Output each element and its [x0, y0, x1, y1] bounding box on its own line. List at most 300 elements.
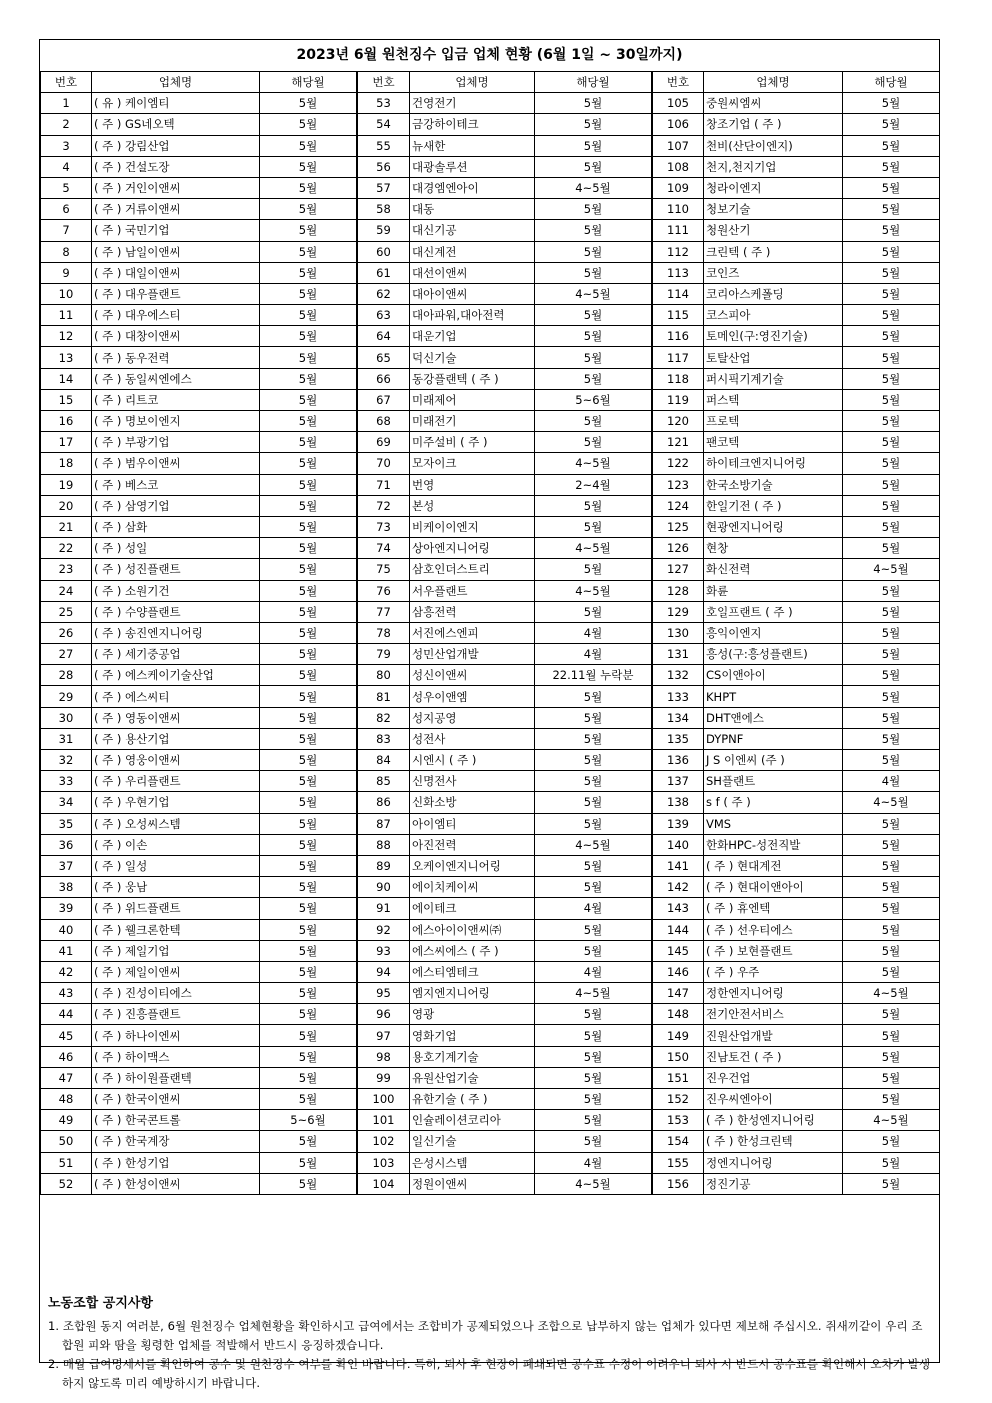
applicable-month: 5월 [260, 940, 357, 961]
applicable-month: 5월 [843, 220, 940, 241]
table-row [41, 665, 357, 686]
row-number: 96 [358, 1004, 410, 1025]
company-name: 진우씨엔아이 [704, 1089, 843, 1110]
company-name: 진우건업 [704, 1067, 843, 1088]
company-name: ( 주 ) 현대이앤아이 [704, 877, 843, 898]
applicable-month: 5월 [535, 707, 652, 728]
company-name: 엠지엔지니어링 [410, 983, 535, 1004]
row-number: 83 [358, 728, 410, 749]
company-name: ( 주 ) 에스씨티 [92, 686, 260, 707]
table-row [41, 241, 357, 262]
row-number: 28 [41, 665, 92, 686]
company-name: 대경엠엔아이 [410, 177, 535, 198]
row-number: 70 [358, 453, 410, 474]
table-row [653, 1067, 940, 1088]
table-row [653, 114, 940, 135]
company-name: 유원산업기술 [410, 1067, 535, 1088]
row-number: 29 [41, 686, 92, 707]
row-number: 112 [653, 241, 704, 262]
row-number: 95 [358, 983, 410, 1004]
row-number: 42 [41, 961, 92, 982]
company-name: 성우이앤엠 [410, 686, 535, 707]
company-name: ( 주 ) 범우이앤씨 [92, 453, 260, 474]
header-month: 해당월 [260, 72, 357, 93]
company-name: ( 주 ) 오성씨스템 [92, 813, 260, 834]
applicable-month: 5월 [260, 135, 357, 156]
company-name: 은성시스템 [410, 1152, 535, 1173]
row-number: 116 [653, 326, 704, 347]
row-number: 46 [41, 1046, 92, 1067]
row-number: 128 [653, 580, 704, 601]
applicable-month: 5월 [843, 114, 940, 135]
applicable-month: 5월 [535, 1110, 652, 1131]
row-number: 119 [653, 389, 704, 410]
applicable-month: 5월 [843, 516, 940, 537]
document-title: 2023년 6월 원천징수 입금 업체 현황 (6월 1일 ~ 30일까지) [40, 40, 939, 72]
company-name: 대선이앤씨 [410, 262, 535, 283]
row-number: 93 [358, 940, 410, 961]
row-number: 139 [653, 813, 704, 834]
table-row [41, 135, 357, 156]
company-name: 번영 [410, 474, 535, 495]
row-number: 18 [41, 453, 92, 474]
row-number: 87 [358, 813, 410, 834]
applicable-month: 5월 [535, 559, 652, 580]
header-company: 업체명 [410, 72, 535, 93]
table-row [41, 516, 357, 537]
applicable-month: 5월 [843, 665, 940, 686]
applicable-month: 5월 [260, 877, 357, 898]
applicable-month: 5월 [260, 707, 357, 728]
row-number: 134 [653, 707, 704, 728]
row-number: 80 [358, 665, 410, 686]
applicable-month: 5월 [260, 1173, 357, 1194]
company-name: 코인즈 [704, 262, 843, 283]
table-row [41, 1025, 357, 1046]
applicable-month: 5월 [260, 728, 357, 749]
row-number: 132 [653, 665, 704, 686]
table-row [41, 411, 357, 432]
table-row [653, 580, 940, 601]
applicable-month: 5월 [535, 135, 652, 156]
row-number: 11 [41, 305, 92, 326]
company-name: ( 주 ) 리트코 [92, 389, 260, 410]
company-name: 정원이앤씨 [410, 1173, 535, 1194]
row-number: 91 [358, 898, 410, 919]
company-table-section-1 [40, 71, 357, 1195]
row-number: 107 [653, 135, 704, 156]
company-name: 청보기술 [704, 199, 843, 220]
row-number: 34 [41, 792, 92, 813]
applicable-month: 5월 [535, 792, 652, 813]
applicable-month: 5월 [843, 834, 940, 855]
table-row [653, 220, 940, 241]
header-company: 업체명 [92, 72, 260, 93]
table-row [358, 559, 652, 580]
applicable-month: 5월 [260, 834, 357, 855]
table-row [41, 1173, 357, 1194]
row-number: 114 [653, 283, 704, 304]
company-name: 정한엔지니어링 [704, 983, 843, 1004]
table-row [41, 1089, 357, 1110]
table-row [358, 347, 652, 368]
applicable-month: 4~5월 [535, 983, 652, 1004]
table-row [41, 1046, 357, 1067]
row-number: 149 [653, 1025, 704, 1046]
applicable-month: 4~5월 [843, 983, 940, 1004]
row-number: 135 [653, 728, 704, 749]
table-row [653, 919, 940, 940]
company-name: ( 주 ) 송진엔지니어링 [92, 622, 260, 643]
table-row [41, 326, 357, 347]
applicable-month: 5월 [260, 114, 357, 135]
applicable-month: 5월 [260, 283, 357, 304]
row-number: 9 [41, 262, 92, 283]
applicable-month: 5월 [535, 1025, 652, 1046]
row-number: 153 [653, 1110, 704, 1131]
company-name: 성지공영 [410, 707, 535, 728]
row-number: 33 [41, 771, 92, 792]
row-number: 68 [358, 411, 410, 432]
applicable-month: 5월 [535, 199, 652, 220]
applicable-month: 5월 [535, 601, 652, 622]
applicable-month: 5월 [260, 220, 357, 241]
table-row [41, 432, 357, 453]
table-row [653, 135, 940, 156]
row-number: 125 [653, 516, 704, 537]
company-name: 퍼스텍 [704, 389, 843, 410]
applicable-month: 5월 [843, 474, 940, 495]
applicable-month: 2~4월 [535, 474, 652, 495]
row-number: 137 [653, 771, 704, 792]
company-name: ( 주 ) 대우플랜트 [92, 283, 260, 304]
applicable-month: 5월 [843, 877, 940, 898]
applicable-month: 5월 [843, 538, 940, 559]
company-name: 삼호인더스트리 [410, 559, 535, 580]
row-number: 50 [41, 1131, 92, 1152]
applicable-month: 5월 [535, 940, 652, 961]
table-row [358, 940, 652, 961]
row-number: 109 [653, 177, 704, 198]
company-name: 중원씨엠씨 [704, 93, 843, 114]
row-number: 133 [653, 686, 704, 707]
applicable-month: 4~5월 [535, 283, 652, 304]
row-number: 27 [41, 644, 92, 665]
row-number: 85 [358, 771, 410, 792]
row-number: 53 [358, 93, 410, 114]
table-row [41, 877, 357, 898]
table-row [358, 474, 652, 495]
row-number: 7 [41, 220, 92, 241]
header-no: 번호 [358, 72, 410, 93]
company-name: 대아파워,대아전력 [410, 305, 535, 326]
company-name: ( 주 ) 위드플랜트 [92, 898, 260, 919]
row-number: 100 [358, 1089, 410, 1110]
table-row [653, 1089, 940, 1110]
company-name: 청원산기 [704, 220, 843, 241]
applicable-month: 5월 [843, 1131, 940, 1152]
table-row [41, 156, 357, 177]
company-name: SH플랜트 [704, 771, 843, 792]
table-row [653, 516, 940, 537]
row-number: 35 [41, 813, 92, 834]
company-name: ( 주 ) 하이원플랜텍 [92, 1067, 260, 1088]
applicable-month: 5월 [535, 241, 652, 262]
row-number: 151 [653, 1067, 704, 1088]
company-name: ( 주 ) 제일이앤씨 [92, 961, 260, 982]
table-row [41, 368, 357, 389]
row-number: 77 [358, 601, 410, 622]
table-row [653, 940, 940, 961]
applicable-month: 4~5월 [843, 1110, 940, 1131]
applicable-month: 5월 [260, 347, 357, 368]
row-number: 72 [358, 495, 410, 516]
table-row [653, 283, 940, 304]
applicable-month: 5월 [843, 199, 940, 220]
company-name: ( 주 ) 우주 [704, 961, 843, 982]
applicable-month: 5월 [843, 707, 940, 728]
table-row [358, 93, 652, 114]
row-number: 12 [41, 326, 92, 347]
company-name: ( 주 ) 대우에스티 [92, 305, 260, 326]
table-row [653, 1173, 940, 1194]
row-number: 13 [41, 347, 92, 368]
company-name: ( 주 ) 제일기업 [92, 940, 260, 961]
company-name: ( 유 ) 케이엠티 [92, 93, 260, 114]
company-name: ( 주 ) 한국계장 [92, 1131, 260, 1152]
applicable-month: 5월 [843, 156, 940, 177]
row-number: 90 [358, 877, 410, 898]
applicable-month: 5월 [535, 262, 652, 283]
company-name: 상아엔지니어링 [410, 538, 535, 559]
table-row [653, 474, 940, 495]
row-number: 65 [358, 347, 410, 368]
table-row [358, 1067, 652, 1088]
company-name: 대운기업 [410, 326, 535, 347]
applicable-month: 5월 [843, 961, 940, 982]
applicable-month: 5월 [843, 580, 940, 601]
row-number: 74 [358, 538, 410, 559]
company-name: DHT앤에스 [704, 707, 843, 728]
row-number: 79 [358, 644, 410, 665]
applicable-month: 5월 [843, 368, 940, 389]
table-row [358, 792, 652, 813]
applicable-month: 5월 [260, 368, 357, 389]
company-name: 덕신기술 [410, 347, 535, 368]
company-name: 대신기공 [410, 220, 535, 241]
row-number: 24 [41, 580, 92, 601]
row-number: 84 [358, 750, 410, 771]
table-row [41, 453, 357, 474]
table-row [41, 940, 357, 961]
row-number: 23 [41, 559, 92, 580]
table-row [653, 411, 940, 432]
applicable-month: 5월 [535, 495, 652, 516]
applicable-month: 5월 [260, 538, 357, 559]
row-number: 8 [41, 241, 92, 262]
header-month: 해당월 [535, 72, 652, 93]
applicable-month: 5월 [535, 114, 652, 135]
table-row [358, 368, 652, 389]
table-row [653, 93, 940, 114]
row-number: 49 [41, 1110, 92, 1131]
row-number: 150 [653, 1046, 704, 1067]
table-row [358, 983, 652, 1004]
company-name: CS이앤아이 [704, 665, 843, 686]
applicable-month: 5월 [843, 177, 940, 198]
applicable-month: 5월 [843, 1046, 940, 1067]
applicable-month: 22.11월 누락분 [535, 665, 652, 686]
applicable-month: 5월 [260, 93, 357, 114]
company-name: ( 주 ) 웰크론한텍 [92, 919, 260, 940]
company-name: ( 주 ) 남일이앤씨 [92, 241, 260, 262]
row-number: 63 [358, 305, 410, 326]
row-number: 127 [653, 559, 704, 580]
row-number: 82 [358, 707, 410, 728]
company-name: 진원산업개발 [704, 1025, 843, 1046]
row-number: 117 [653, 347, 704, 368]
row-number: 21 [41, 516, 92, 537]
applicable-month: 5월 [260, 919, 357, 940]
table-row [41, 898, 357, 919]
company-name: ( 주 ) 선우티에스 [704, 919, 843, 940]
applicable-month: 5월 [843, 686, 940, 707]
applicable-month: 4~5월 [843, 559, 940, 580]
applicable-month: 5월 [260, 1025, 357, 1046]
applicable-month: 5~6월 [260, 1110, 357, 1131]
company-name: ( 주 ) 소원기건 [92, 580, 260, 601]
applicable-month: 4월 [535, 622, 652, 643]
row-number: 57 [358, 177, 410, 198]
row-number: 2 [41, 114, 92, 135]
table-row [41, 771, 357, 792]
applicable-month: 5월 [260, 305, 357, 326]
company-name: 청라이엔지 [704, 177, 843, 198]
company-name: 미래전기 [410, 411, 535, 432]
applicable-month: 5월 [260, 326, 357, 347]
row-number: 142 [653, 877, 704, 898]
union-notice [40, 1292, 939, 1393]
notice-item-1: 1. 조합원 동지 여러분, 6월 원천징수 업체현황을 확인하시고 급여에서는 조합비가 공제되었으나 조합으로 납부하지 않는 업체가 있다면 제보해 주십시오. 쥐새끼같이 우리 조합원 피와 땀을 횡령한 업체를 적발해서 반드시 응징하겠습니다. [48, 1319, 923, 1352]
applicable-month: 5월 [535, 220, 652, 241]
applicable-month: 4월 [535, 898, 652, 919]
row-number: 113 [653, 262, 704, 283]
row-number: 145 [653, 940, 704, 961]
row-number: 3 [41, 135, 92, 156]
applicable-month: 4월 [535, 1152, 652, 1173]
table-row [653, 855, 940, 876]
applicable-month: 5월 [260, 177, 357, 198]
applicable-month: 5~6월 [535, 389, 652, 410]
row-number: 148 [653, 1004, 704, 1025]
applicable-month: 5월 [843, 241, 940, 262]
company-name: 오케이엔지니어링 [410, 855, 535, 876]
row-number: 98 [358, 1046, 410, 1067]
applicable-month: 5월 [260, 1046, 357, 1067]
table-row [41, 220, 357, 241]
notice-item-2: 2. 매월 급여명세서를 확인하여 공수 및 원천징수 여부를 확인 바랍니다. 특히, 퇴사 후 현장이 폐쇄되면 공수표 수정이 어려우니 퇴사 시 반드시 공수표를 확인해서 오차가 발생하지 않도록 미리 예방하시기 바랍니다. [48, 1357, 931, 1390]
table-row [41, 580, 357, 601]
applicable-month: 5월 [843, 898, 940, 919]
company-name: 건영전기 [410, 93, 535, 114]
row-number: 147 [653, 983, 704, 1004]
table-row [41, 495, 357, 516]
table-row [653, 728, 940, 749]
row-number: 146 [653, 961, 704, 982]
applicable-month: 5월 [843, 940, 940, 961]
company-name: 삼흥전력 [410, 601, 535, 622]
row-number: 44 [41, 1004, 92, 1025]
row-number: 88 [358, 834, 410, 855]
table-row [358, 1110, 652, 1131]
table-row [41, 728, 357, 749]
applicable-month: 5월 [843, 262, 940, 283]
table-row [358, 665, 652, 686]
row-number: 108 [653, 156, 704, 177]
applicable-month: 5월 [260, 262, 357, 283]
row-number: 36 [41, 834, 92, 855]
row-number: 94 [358, 961, 410, 982]
row-number: 120 [653, 411, 704, 432]
row-number: 129 [653, 601, 704, 622]
row-number: 1 [41, 93, 92, 114]
table-row [358, 432, 652, 453]
company-name: ( 주 ) 한국이앤씨 [92, 1089, 260, 1110]
applicable-month: 5월 [260, 199, 357, 220]
row-number: 75 [358, 559, 410, 580]
company-name: ( 주 ) 대일이앤씨 [92, 262, 260, 283]
row-number: 121 [653, 432, 704, 453]
company-name: 에스티엠테크 [410, 961, 535, 982]
table-row [358, 453, 652, 474]
applicable-month: 5월 [535, 1089, 652, 1110]
row-number: 111 [653, 220, 704, 241]
table-row [41, 1067, 357, 1088]
row-number: 55 [358, 135, 410, 156]
applicable-month: 5월 [260, 453, 357, 474]
company-name: 신명전사 [410, 771, 535, 792]
company-name: 현광엔지니어링 [704, 516, 843, 537]
row-number: 38 [41, 877, 92, 898]
table-row [653, 961, 940, 982]
applicable-month: 5월 [260, 983, 357, 1004]
table-row [41, 792, 357, 813]
table-row [653, 199, 940, 220]
company-name: ( 주 ) 에스케이기술산업 [92, 665, 260, 686]
applicable-month: 5월 [843, 728, 940, 749]
table-row [41, 283, 357, 304]
table-row [653, 453, 940, 474]
company-name: ( 주 ) 대창이앤씨 [92, 326, 260, 347]
applicable-month: 5월 [260, 686, 357, 707]
applicable-month: 5월 [535, 156, 652, 177]
table-row [653, 686, 940, 707]
row-number: 122 [653, 453, 704, 474]
row-number: 126 [653, 538, 704, 559]
table-row [41, 1004, 357, 1025]
table-row [653, 538, 940, 559]
table-row [358, 580, 652, 601]
table-row [653, 368, 940, 389]
company-name: 금강하이테크 [410, 114, 535, 135]
table-row [653, 177, 940, 198]
table-row [358, 961, 652, 982]
header-company: 업체명 [704, 72, 843, 93]
applicable-month: 5월 [535, 771, 652, 792]
table-row [653, 1152, 940, 1173]
table-row [653, 432, 940, 453]
company-name: ( 주 ) 건설도장 [92, 156, 260, 177]
